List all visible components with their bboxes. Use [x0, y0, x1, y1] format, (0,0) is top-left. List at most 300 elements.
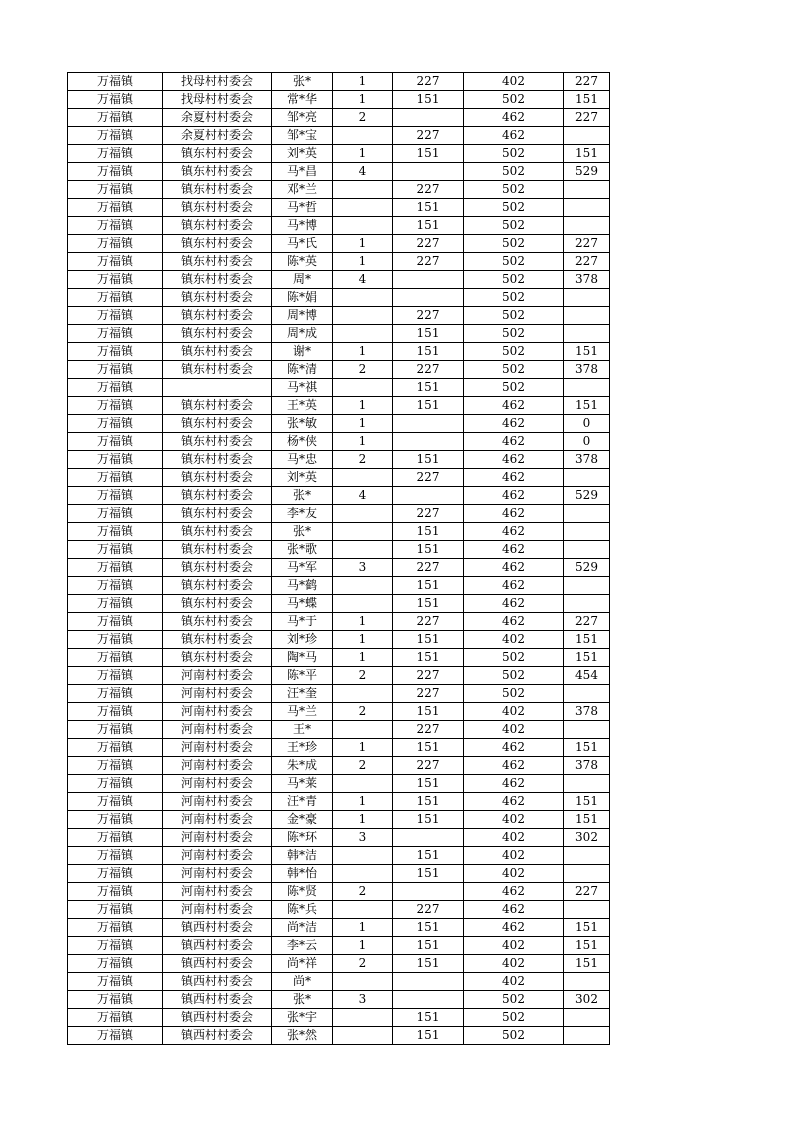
table-row: [68, 955, 610, 973]
name-cell: 张*: [272, 73, 333, 91]
amount-c-cell: 227: [564, 613, 610, 631]
name-cell: 马*昌: [272, 163, 333, 181]
count-cell: 2: [333, 109, 393, 127]
count-cell: [333, 523, 393, 541]
amount-b-cell: 502: [464, 991, 564, 1009]
table-row: [68, 487, 610, 505]
count-cell: 1: [333, 811, 393, 829]
town-cell: 万福镇: [68, 937, 163, 955]
town-cell: 万福镇: [68, 91, 163, 109]
count-cell: [333, 865, 393, 883]
table-row: [68, 793, 610, 811]
table-row: [68, 343, 610, 361]
village-committee-cell: 镇东村村委会: [163, 217, 272, 235]
count-cell: 4: [333, 163, 393, 181]
count-cell: [333, 721, 393, 739]
amount-a-cell: [393, 487, 464, 505]
town-cell: 万福镇: [68, 487, 163, 505]
table-row: [68, 451, 610, 469]
amount-c-cell: 151: [564, 739, 610, 757]
amount-a-cell: 227: [393, 505, 464, 523]
name-cell: 张*: [272, 523, 333, 541]
amount-b-cell: 502: [464, 1009, 564, 1027]
table-row: [68, 577, 610, 595]
amount-a-cell: 151: [393, 325, 464, 343]
town-cell: 万福镇: [68, 631, 163, 649]
village-committee-cell: 镇东村村委会: [163, 433, 272, 451]
village-committee-cell: 河南村村委会: [163, 685, 272, 703]
amount-b-cell: 462: [464, 487, 564, 505]
amount-b-cell: 502: [464, 91, 564, 109]
village-committee-cell: 镇东村村委会: [163, 361, 272, 379]
amount-a-cell: 151: [393, 775, 464, 793]
amount-a-cell: 151: [393, 577, 464, 595]
count-cell: 1: [333, 919, 393, 937]
amount-c-cell: 529: [564, 163, 610, 181]
amount-c-cell: [564, 685, 610, 703]
town-cell: 万福镇: [68, 613, 163, 631]
table-row: [68, 73, 610, 91]
name-cell: 刘*英: [272, 469, 333, 487]
town-cell: 万福镇: [68, 451, 163, 469]
village-committee-cell: 镇西村村委会: [163, 973, 272, 991]
amount-b-cell: 502: [464, 253, 564, 271]
table-body: [68, 73, 610, 1045]
amount-a-cell: 151: [393, 397, 464, 415]
amount-c-cell: [564, 469, 610, 487]
table-row: [68, 199, 610, 217]
table-row: [68, 937, 610, 955]
amount-c-cell: [564, 307, 610, 325]
village-committee-cell: 镇东村村委会: [163, 343, 272, 361]
amount-c-cell: 151: [564, 91, 610, 109]
amount-b-cell: 402: [464, 73, 564, 91]
count-cell: [333, 469, 393, 487]
table-row: [68, 811, 610, 829]
data-table: [67, 72, 610, 1045]
village-committee-cell: 镇西村村委会: [163, 937, 272, 955]
table-row: [68, 109, 610, 127]
amount-b-cell: 462: [464, 613, 564, 631]
village-committee-cell: 镇东村村委会: [163, 253, 272, 271]
town-cell: 万福镇: [68, 109, 163, 127]
count-cell: 2: [333, 667, 393, 685]
village-committee-cell: 镇东村村委会: [163, 613, 272, 631]
amount-c-cell: 151: [564, 649, 610, 667]
town-cell: 万福镇: [68, 829, 163, 847]
amount-b-cell: 502: [464, 145, 564, 163]
village-committee-cell: 镇东村村委会: [163, 469, 272, 487]
amount-c-cell: 0: [564, 433, 610, 451]
name-cell: 周*博: [272, 307, 333, 325]
town-cell: 万福镇: [68, 199, 163, 217]
name-cell: 汪*青: [272, 793, 333, 811]
amount-a-cell: 151: [393, 649, 464, 667]
count-cell: [333, 973, 393, 991]
town-cell: 万福镇: [68, 271, 163, 289]
count-cell: 1: [333, 739, 393, 757]
amount-a-cell: 151: [393, 199, 464, 217]
name-cell: 陈*平: [272, 667, 333, 685]
town-cell: 万福镇: [68, 235, 163, 253]
amount-b-cell: 462: [464, 415, 564, 433]
town-cell: 万福镇: [68, 73, 163, 91]
town-cell: 万福镇: [68, 595, 163, 613]
name-cell: 马*博: [272, 217, 333, 235]
table-row: [68, 559, 610, 577]
amount-a-cell: 151: [393, 955, 464, 973]
count-cell: 1: [333, 91, 393, 109]
amount-b-cell: 402: [464, 829, 564, 847]
amount-a-cell: 227: [393, 235, 464, 253]
name-cell: 尚*洁: [272, 919, 333, 937]
amount-a-cell: 227: [393, 469, 464, 487]
town-cell: 万福镇: [68, 181, 163, 199]
village-committee-cell: 河南村村委会: [163, 829, 272, 847]
amount-a-cell: 151: [393, 1027, 464, 1045]
count-cell: 2: [333, 883, 393, 901]
amount-b-cell: 462: [464, 775, 564, 793]
amount-c-cell: 378: [564, 271, 610, 289]
amount-b-cell: 462: [464, 793, 564, 811]
amount-c-cell: 529: [564, 487, 610, 505]
town-cell: 万福镇: [68, 703, 163, 721]
amount-a-cell: [393, 829, 464, 847]
amount-c-cell: 227: [564, 73, 610, 91]
name-cell: 王*: [272, 721, 333, 739]
amount-b-cell: 502: [464, 235, 564, 253]
amount-a-cell: 151: [393, 217, 464, 235]
name-cell: 邹*宝: [272, 127, 333, 145]
village-committee-cell: 镇西村村委会: [163, 919, 272, 937]
table-row: [68, 145, 610, 163]
name-cell: 邓*兰: [272, 181, 333, 199]
town-cell: 万福镇: [68, 433, 163, 451]
town-cell: 万福镇: [68, 415, 163, 433]
name-cell: 马*军: [272, 559, 333, 577]
count-cell: [333, 199, 393, 217]
village-committee-cell: 镇东村村委会: [163, 559, 272, 577]
town-cell: 万福镇: [68, 343, 163, 361]
town-cell: 万福镇: [68, 685, 163, 703]
village-committee-cell: 镇东村村委会: [163, 235, 272, 253]
amount-c-cell: 151: [564, 397, 610, 415]
town-cell: 万福镇: [68, 811, 163, 829]
count-cell: 3: [333, 559, 393, 577]
count-cell: 3: [333, 829, 393, 847]
count-cell: 2: [333, 757, 393, 775]
amount-c-cell: 378: [564, 757, 610, 775]
amount-c-cell: [564, 775, 610, 793]
village-committee-cell: 镇东村村委会: [163, 289, 272, 307]
count-cell: [333, 307, 393, 325]
amount-c-cell: 0: [564, 415, 610, 433]
town-cell: 万福镇: [68, 739, 163, 757]
name-cell: 张*: [272, 991, 333, 1009]
amount-b-cell: 462: [464, 505, 564, 523]
amount-c-cell: 151: [564, 955, 610, 973]
amount-c-cell: [564, 379, 610, 397]
amount-b-cell: 462: [464, 469, 564, 487]
village-committee-cell: 找母村村委会: [163, 73, 272, 91]
name-cell: 周*: [272, 271, 333, 289]
amount-b-cell: 502: [464, 649, 564, 667]
village-committee-cell: 河南村村委会: [163, 739, 272, 757]
count-cell: [333, 577, 393, 595]
amount-c-cell: 529: [564, 559, 610, 577]
town-cell: 万福镇: [68, 523, 163, 541]
amount-b-cell: 502: [464, 163, 564, 181]
village-committee-cell: 河南村村委会: [163, 667, 272, 685]
name-cell: 刘*英: [272, 145, 333, 163]
table-row: [68, 307, 610, 325]
amount-a-cell: 227: [393, 73, 464, 91]
table-row: [68, 181, 610, 199]
count-cell: 1: [333, 613, 393, 631]
town-cell: 万福镇: [68, 505, 163, 523]
town-cell: 万福镇: [68, 865, 163, 883]
table-row: [68, 289, 610, 307]
table-row: [68, 667, 610, 685]
amount-b-cell: 402: [464, 937, 564, 955]
count-cell: 2: [333, 703, 393, 721]
count-cell: 1: [333, 793, 393, 811]
name-cell: 陈*贤: [272, 883, 333, 901]
town-cell: 万福镇: [68, 289, 163, 307]
town-cell: 万福镇: [68, 757, 163, 775]
count-cell: 1: [333, 937, 393, 955]
amount-c-cell: 151: [564, 145, 610, 163]
town-cell: 万福镇: [68, 253, 163, 271]
amount-b-cell: 462: [464, 451, 564, 469]
table-row: [68, 433, 610, 451]
table-row: [68, 757, 610, 775]
count-cell: [333, 541, 393, 559]
amount-a-cell: 151: [393, 865, 464, 883]
table-row: [68, 163, 610, 181]
village-committee-cell: 镇东村村委会: [163, 181, 272, 199]
table-row: [68, 631, 610, 649]
name-cell: 马*莱: [272, 775, 333, 793]
table-row: [68, 127, 610, 145]
village-committee-cell: 找母村村委会: [163, 91, 272, 109]
count-cell: [333, 595, 393, 613]
amount-b-cell: 402: [464, 973, 564, 991]
amount-b-cell: 462: [464, 595, 564, 613]
name-cell: 张*宇: [272, 1009, 333, 1027]
village-committee-cell: 河南村村委会: [163, 703, 272, 721]
amount-b-cell: 502: [464, 1027, 564, 1045]
amount-c-cell: [564, 595, 610, 613]
village-committee-cell: 镇东村村委会: [163, 595, 272, 613]
name-cell: 马*哲: [272, 199, 333, 217]
amount-a-cell: 151: [393, 937, 464, 955]
village-committee-cell: 镇东村村委会: [163, 523, 272, 541]
count-cell: 1: [333, 145, 393, 163]
name-cell: 张*: [272, 487, 333, 505]
amount-b-cell: 462: [464, 919, 564, 937]
town-cell: 万福镇: [68, 1027, 163, 1045]
village-committee-cell: 河南村村委会: [163, 793, 272, 811]
amount-c-cell: 151: [564, 811, 610, 829]
amount-c-cell: 227: [564, 253, 610, 271]
table-row: [68, 361, 610, 379]
name-cell: 汪*奎: [272, 685, 333, 703]
name-cell: 马*忠: [272, 451, 333, 469]
table-row: [68, 1027, 610, 1045]
amount-c-cell: 454: [564, 667, 610, 685]
table-row: [68, 973, 610, 991]
table-row: [68, 415, 610, 433]
name-cell: 张*敏: [272, 415, 333, 433]
name-cell: 王*珍: [272, 739, 333, 757]
name-cell: 张*然: [272, 1027, 333, 1045]
name-cell: 陈*娟: [272, 289, 333, 307]
amount-b-cell: 462: [464, 127, 564, 145]
village-committee-cell: 镇东村村委会: [163, 487, 272, 505]
table-row: [68, 775, 610, 793]
table-row: [68, 541, 610, 559]
town-cell: 万福镇: [68, 901, 163, 919]
village-committee-cell: 河南村村委会: [163, 775, 272, 793]
amount-c-cell: 151: [564, 919, 610, 937]
amount-a-cell: 151: [393, 541, 464, 559]
amount-c-cell: 151: [564, 937, 610, 955]
village-committee-cell: 镇东村村委会: [163, 307, 272, 325]
amount-c-cell: 378: [564, 703, 610, 721]
name-cell: 马*鹤: [272, 577, 333, 595]
name-cell: 杨*侠: [272, 433, 333, 451]
amount-a-cell: 227: [393, 361, 464, 379]
name-cell: 王*英: [272, 397, 333, 415]
amount-a-cell: 151: [393, 1009, 464, 1027]
table-row: [68, 469, 610, 487]
amount-c-cell: 302: [564, 991, 610, 1009]
table-row: [68, 685, 610, 703]
amount-b-cell: 402: [464, 955, 564, 973]
amount-a-cell: 227: [393, 253, 464, 271]
amount-b-cell: 502: [464, 685, 564, 703]
amount-c-cell: [564, 325, 610, 343]
name-cell: 马*氏: [272, 235, 333, 253]
town-cell: 万福镇: [68, 577, 163, 595]
town-cell: 万福镇: [68, 991, 163, 1009]
amount-c-cell: [564, 721, 610, 739]
name-cell: 陈*清: [272, 361, 333, 379]
village-committee-cell: 镇西村村委会: [163, 991, 272, 1009]
table-row: [68, 649, 610, 667]
village-committee-cell: 河南村村委会: [163, 883, 272, 901]
count-cell: [333, 181, 393, 199]
amount-a-cell: 227: [393, 127, 464, 145]
amount-a-cell: [393, 109, 464, 127]
amount-a-cell: 151: [393, 847, 464, 865]
town-cell: 万福镇: [68, 307, 163, 325]
table-row: [68, 721, 610, 739]
count-cell: 1: [333, 73, 393, 91]
name-cell: 金*豪: [272, 811, 333, 829]
table-row: [68, 253, 610, 271]
name-cell: 邹*亮: [272, 109, 333, 127]
village-committee-cell: 镇西村村委会: [163, 955, 272, 973]
amount-a-cell: 151: [393, 595, 464, 613]
name-cell: 韩*洁: [272, 847, 333, 865]
town-cell: 万福镇: [68, 883, 163, 901]
count-cell: 2: [333, 451, 393, 469]
count-cell: [333, 685, 393, 703]
amount-c-cell: [564, 199, 610, 217]
village-committee-cell: 镇东村村委会: [163, 649, 272, 667]
village-committee-cell: 河南村村委会: [163, 811, 272, 829]
town-cell: 万福镇: [68, 847, 163, 865]
count-cell: 2: [333, 361, 393, 379]
amount-a-cell: 227: [393, 181, 464, 199]
amount-b-cell: 502: [464, 217, 564, 235]
amount-b-cell: 502: [464, 181, 564, 199]
amount-a-cell: 151: [393, 703, 464, 721]
count-cell: 1: [333, 253, 393, 271]
name-cell: 谢*: [272, 343, 333, 361]
name-cell: 马*于: [272, 613, 333, 631]
village-committee-cell: 镇东村村委会: [163, 451, 272, 469]
amount-b-cell: 462: [464, 577, 564, 595]
town-cell: 万福镇: [68, 127, 163, 145]
name-cell: 陈*环: [272, 829, 333, 847]
count-cell: 4: [333, 487, 393, 505]
table-row: [68, 847, 610, 865]
table-row: [68, 883, 610, 901]
village-committee-cell: 镇东村村委会: [163, 271, 272, 289]
village-committee-cell: 余夏村村委会: [163, 109, 272, 127]
amount-a-cell: 227: [393, 667, 464, 685]
amount-c-cell: [564, 217, 610, 235]
village-committee-cell: 镇东村村委会: [163, 505, 272, 523]
amount-a-cell: 227: [393, 685, 464, 703]
amount-a-cell: [393, 433, 464, 451]
amount-b-cell: 502: [464, 667, 564, 685]
count-cell: [333, 775, 393, 793]
name-cell: 常*华: [272, 91, 333, 109]
amount-b-cell: 502: [464, 307, 564, 325]
count-cell: [333, 379, 393, 397]
town-cell: 万福镇: [68, 325, 163, 343]
amount-b-cell: 502: [464, 361, 564, 379]
amount-a-cell: 151: [393, 451, 464, 469]
amount-c-cell: 302: [564, 829, 610, 847]
town-cell: 万福镇: [68, 397, 163, 415]
amount-c-cell: 227: [564, 109, 610, 127]
village-committee-cell: 镇东村村委会: [163, 541, 272, 559]
village-committee-cell: 镇东村村委会: [163, 631, 272, 649]
amount-c-cell: [564, 289, 610, 307]
count-cell: [333, 127, 393, 145]
table-row: [68, 235, 610, 253]
amount-b-cell: 402: [464, 847, 564, 865]
village-committee-cell: 镇东村村委会: [163, 325, 272, 343]
count-cell: [333, 217, 393, 235]
village-committee-cell: 余夏村村委会: [163, 127, 272, 145]
count-cell: 4: [333, 271, 393, 289]
count-cell: [333, 847, 393, 865]
village-committee-cell: 河南村村委会: [163, 865, 272, 883]
amount-b-cell: 462: [464, 541, 564, 559]
amount-a-cell: 227: [393, 721, 464, 739]
table-row: [68, 379, 610, 397]
village-committee-cell: 镇西村村委会: [163, 1027, 272, 1045]
village-committee-cell: 镇东村村委会: [163, 199, 272, 217]
town-cell: 万福镇: [68, 919, 163, 937]
amount-b-cell: 402: [464, 721, 564, 739]
